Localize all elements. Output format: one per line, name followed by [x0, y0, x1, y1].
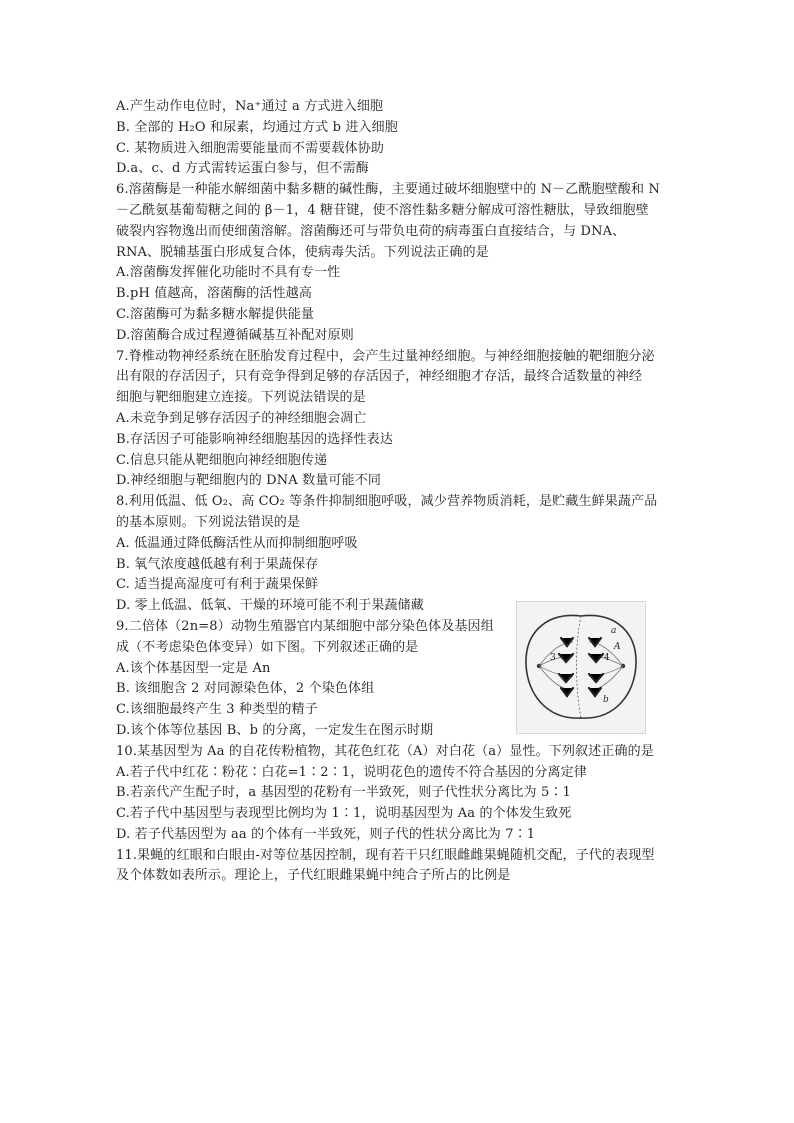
question-6 — [116, 180, 681, 346]
option-10c: C.若子代中基因型与表现型比例均为 1∶1，说明基因型为 Aa 的个体发生致死 — [116, 806, 572, 822]
question-6-stem-line-2: －乙酰氨基葡萄糖之间的 β－1，4 糖苷键，使不溶性黏多糖分解成可溶性糖肽，导致细胞壁 — [116, 202, 649, 218]
question-11 — [116, 846, 681, 888]
option-8d: D. 零上低温、低氧、干燥的环境可能不利于果蔬储藏 — [116, 598, 424, 614]
question-content — [116, 97, 681, 887]
option-7b: B.存活因子可能影响神经细胞基因的选择性表达 — [116, 431, 393, 447]
cell-division-diagram — [517, 602, 645, 733]
question-9-stem-line-2: 成（不考虑染色体变异）如下图。下列叙述正确的是 — [116, 639, 419, 655]
option-5d: D.a、c、d 方式需转运蛋白参与，但不需酶 — [116, 161, 369, 177]
option-8b: B. 氧气浓度越低越有利于果蔬保存 — [116, 556, 319, 572]
question-7-stem-line-2: 出有限的存活因子，只有竞争得到足够的存活因子，神经细胞才存活，最终合适数量的神经 — [116, 369, 643, 385]
cell-membrane — [526, 615, 636, 718]
question-9 — [116, 617, 511, 742]
option-5c: C. 某物质进入细胞需要能量而不需要载体协助 — [116, 140, 385, 156]
option-6c: C.溶菌酶可为黏多糖水解提供能量 — [116, 306, 315, 322]
question-10 — [116, 742, 681, 846]
gene-label-b: b — [603, 695, 609, 705]
spindle-fibers — [539, 642, 623, 690]
question-7-stem-line-1: 7.脊椎动物神经系统在胚胎发育过程中，会产生过量神经细胞。与神经细胞接触的靶细胞分泌 — [116, 348, 655, 364]
option-8c: C. 适当提高湿度可有利于蔬果保鲜 — [116, 577, 319, 593]
option-10d: D. 若子代基因型为 aa 的个体有一半致死，则子代的性状分离比为 7∶1 — [116, 826, 536, 842]
option-5b: B. 全部的 H₂O 和尿素，均通过方式 b 进入细胞 — [116, 119, 398, 135]
chromosome-label-3: 3 — [550, 653, 556, 663]
question-9-stem-line-1: 9.二倍体（2n=8）动物生殖器官内某细胞中部分染色体及基因组 — [116, 618, 494, 634]
option-5a: A.产生动作电位时，Na⁺通过 a 方式进入细胞 — [116, 99, 384, 114]
option-9c: C.该细胞最终产生 3 种类型的精子 — [116, 702, 318, 718]
cell-division-figure — [516, 601, 646, 734]
chromosomes-left — [559, 638, 573, 696]
question-6-stem-line-3: 破裂内容物逸出而使细菌溶解。溶菌酶还可与带负电荷的病毒蛋白直接结合，与 DNA、 — [116, 223, 626, 239]
gene-label-a: a — [611, 626, 617, 636]
option-10b: B.若亲代产生配子时，a 基因型的花粉有一半致死，则子代性状分离比为 5∶1 — [116, 785, 571, 801]
question-6-stem-line-4: RNA、脱辅基蛋白形成复合体，使病毒失活。下列说法正确的是 — [116, 244, 489, 260]
chromosomes-right — [589, 638, 603, 696]
question-6-stem-line-1: 6.溶菌酶是一种能水解细菌中黏多糖的碱性酶，主要通过破坏细胞壁中的 N－乙酰胞壁酸和 N — [116, 182, 661, 198]
option-7c: C.信息只能从靶细胞向神经细胞传递 — [116, 452, 328, 468]
option-9b: B. 该细胞含 2 对同源染色体，2 个染色体组 — [116, 681, 375, 697]
question-11-stem-line-1: 11.果蝇的红眼和白眼由-对等位基因控制，现有若干只红眼雌雌果蝇随机交配，子代的表现型 — [116, 847, 655, 863]
question-8-stem-line-1: 8.利用低温、低 O₂、高 CO₂ 等条件抑制细胞呼吸，减少营养物质消耗，是贮藏生鲜果蔬产品 — [116, 494, 658, 510]
question-10-stem-line-1: 10.某基因型为 Aa 的自花传粉植物，其花色红花（A）对白花（a）显性。下列叙述正确的是 — [116, 743, 654, 759]
cleavage-furrow — [577, 616, 582, 718]
option-10a: A.若子代中红花∶粉花∶白花=1∶2∶1，说明花色的遗传不符合基因的分离定律 — [116, 764, 587, 780]
chromosome-label-4: 4 — [604, 653, 610, 663]
question-7 — [116, 347, 681, 493]
question-7-stem-line-3: 细胞与靶细胞建立连接。下列说法错误的是 — [116, 390, 366, 406]
gene-label-A: A — [614, 642, 621, 652]
option-7a: A.未竞争到足够存活因子的神经细胞会凋亡 — [116, 410, 367, 426]
option-9a: A.该个体基因型一定是 An — [116, 660, 271, 676]
question-8-stem-line-2: 的基本原则。下列说法错误的是 — [116, 514, 301, 530]
question-5-options — [116, 97, 681, 180]
option-6d: D.溶菌酶合成过程遵循碱基互补配对原则 — [116, 327, 354, 343]
option-8a: A. 低温通过降低酶活性从而抑制细胞呼吸 — [116, 535, 358, 551]
question-11-stem-line-2: 及个体数如表所示。理论上，子代红眼雌果蝇中纯合子所占的比例是 — [116, 868, 511, 884]
option-6b: B.pH 值越高，溶菌酶的活性越高 — [116, 286, 313, 302]
option-6a: A.溶菌酶发挥催化功能时不具有专一性 — [116, 265, 341, 281]
option-9d: D.该个体等位基因 B、b 的分离，一定发生在图示时期 — [116, 722, 434, 738]
question-8 — [116, 492, 681, 617]
option-7d: D.神经细胞与靶细胞内的 DNA 数量可能不同 — [116, 473, 381, 489]
